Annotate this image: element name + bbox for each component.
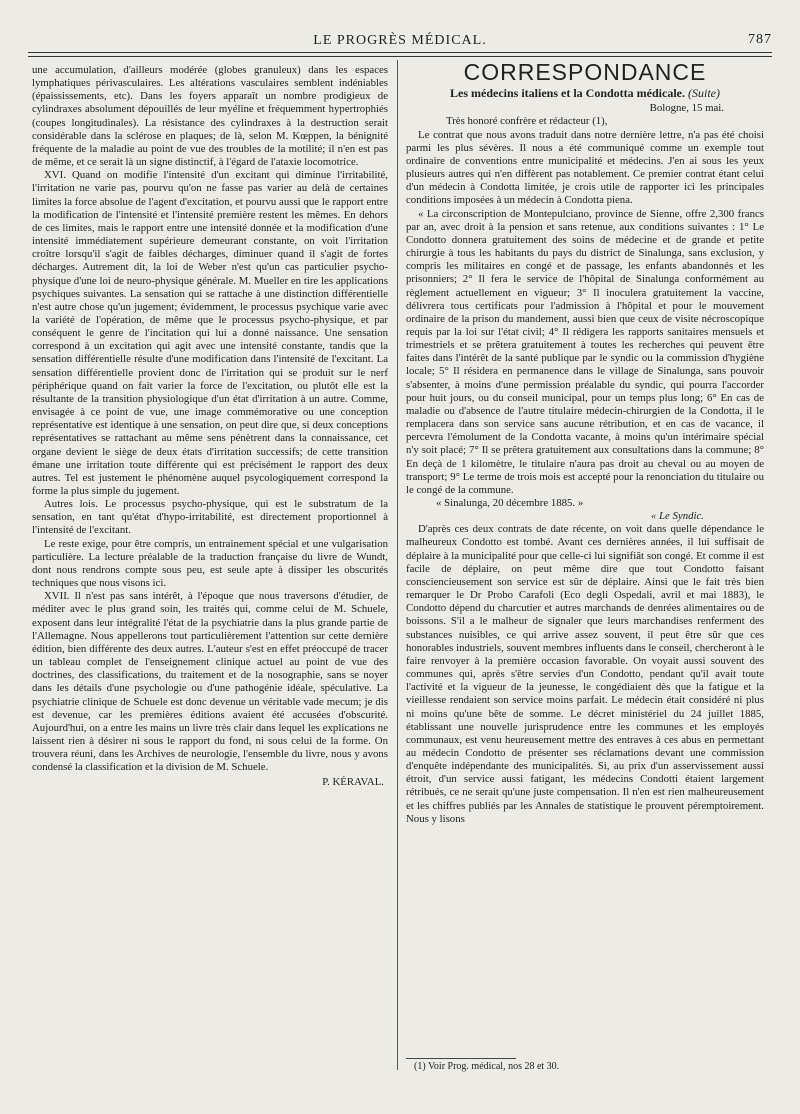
- paragraph: Autres lois. Le processus psycho-physique, qui est le substratum de la sensation, en tant qu'état d'hypo-irritabilité, est directement proportionnel à l'intensité de l'excitant.: [32, 498, 388, 537]
- left-column: [32, 64, 388, 790]
- running-header: [28, 30, 772, 52]
- article-subtitle: [406, 87, 764, 100]
- running-title: LE PROGRÈS MÉDICAL.: [313, 33, 487, 48]
- subtitle-suite: (Suite): [687, 86, 720, 101]
- header-rule: [28, 52, 772, 53]
- column-divider: [397, 60, 398, 1070]
- paragraph: D'après ces deux contrats de date récente, on voit dans quelle dépendance le malheureux Condotto est tombé. Avant ces dernières années, il lui suffisait de déplaire à la municipalité pour que celle-ci lui signifiât son congé. Et comme il est facile de déplaire, on peut même dire que tout Condotto faisant consciencieusement son service est sûr de déplaire. Ainsi que le fait très bien remarquer le Dr Probo Carafoli (Eco degli Ospedali, avril et mai 1883), le Condotto dépend du charcutier et autres marchands de denrées alimentaires ou de boissons. S'il a le malheur de signaler que leurs marchandises renferment des substances nuisibles, ce qui arrive assez souvent, il peut être sûr que ces honorables industriels, souvent membres influents dans le conseil, chercheront à le faire renvoyer à la première occasion favorable. On voyait aussi souvent des communes qui, après s'être servies d'un Condotto, pendant qu'il avait toute l'activité et la vigueur de la jeunesse, le congédiaient dès que la fatigue et la vieillesse rendaient son service moins parfait. Le médecin était considéré ni plus ni moins qu'une bête de somme. Le décret ministériel du 24 juillet 1885, établissant une nouvelle jurisprudence entre les communes et les employés communaux, est venu heureusement mettre des entraves à ces abus en permettant au médecin Condotto de présenter ses réclamations devant une commission d'enquête indépendante des municipalités. Si, au prix d'un asservissement aussi étroit, d'un service aussi fatigant, les médecins Condotti étaient largement rétribués, ce ne serait qu'une juste compensation. Il n'en est rien malheureusement et les chiffres publiés par les Annales de statistique le prouvent péremptoirement. Nous y lisons: [406, 523, 764, 825]
- header-rule-double: [28, 56, 772, 57]
- footnote: (1) Voir Prog. médical, nos 28 et 30.: [414, 1061, 560, 1072]
- paragraph: une accumulation, d'ailleurs modérée (globes granuleux) dans les espaces lymphatiques périvasculaires. Les altérations vasculaires semblent indéniables (épaississements, etc). Dans les foyers apparaît un nombre prodigieux de cylindraxes absolument dépouillés de leur myéline et fréquemment hypertrophiés (coupes longitudinales). La résistance des cylindraxes à la destruction serait considérable dans la sclérose en plaques; de là, selon M. Kœppen, la bénignité fréquente de la maladie au point de vue des troubles de la motilité; il n'en est pas de même, et ce serait là un signe distinctif, à l'égard de l'ataxie locomotrice.: [32, 64, 388, 169]
- footnote-rule: [406, 1058, 516, 1059]
- salutation: Très honoré confrère et rédacteur (1),: [446, 115, 608, 128]
- subtitle-text: Les médecins italiens et la Condotta médicale.: [450, 86, 685, 101]
- paragraph: Le reste exige, pour être compris, un entrainement spécial et une vulgarisation particulière. La lecture préalable de la traduction française du livre de Wundt, dont nous rendrons compte sous peu, est seule apte à dissiper les obscurités techniques que nous visons ici.: [32, 537, 388, 590]
- section-title: CORRESPONDANCE: [463, 59, 707, 85]
- paragraph: XVI. Quand on modifie l'intensité d'un excitant qui diminue l'irritabilité, l'irritation ne varie pas, pourvu qu'on ne fasse pas varier au delà de certaines limites la force absolue de l'agent d'excitation, et pourvu aussi que le rapport entre la modification de l'intensité et l'intensité première restent les mêmes. En dehors de ces limites, mais le rapport entre une intensité donnée et la modification d'une intensité immédiatement supérieure demeurant constante, on voit l'irritation croître lorsqu'il s'agit de faibles décharges, diminuer quand il s'agit de fortes décharges. Autrement dit, la loi de Weber n'est qu'un cas particulier psycho-physique d'une loi de neuro-physique générale. M. Mueller en tire les applications psychiques suivantes. La sensation qui se rattache à une distinction différentielle n'est autre chose qu'un jugement; évidemment, le processus psychique varie avec la variété de l'opération, de même que le processus psycho-physique, et par conséquent le genre de l'incitation qui lui a donné naissance. Une sensation correspond à un excitation qui agit avec une intensité constante, tandis que la sensation différentielle résulte d'une modification dans l'intensité de l'excitant. La sensation différentielle provient donc de l'irritation qui se produit sur le nerf périphérique quand on fait varier la force de l'excitation, ou plutôt elle est la résultante de la transition physiologique d'un état d'irritation à un autre. Comme, envisagée à ce point de vue, une image commémorative ou une conception représentative est identique à une sensation, on peut dire que, si deux conceptions représentatives se rattachant au même sens pénètrent dans la connaissance, cet organe devient le siège de deux états d'irritation successifs; de cette transition émane une irritation toute différente qui est précisément le rapport des deux autres. Tel est justement le phénomène auquel psycologiquement correspond la forme la plus simple du jugement.: [32, 169, 388, 497]
- letter-date: Bologne, 15 mai.: [649, 102, 724, 115]
- page-number: 787: [748, 32, 772, 47]
- paragraph: Le contrat que nous avons traduit dans notre dernière lettre, n'a pas été choisi parmi les plus sévères. Il nous a été communiqué comme un exemple tout ordinaire de conventions entre municipalité et médecins. J'en ai sous les yeux plusieurs autres qui n'en diffèrent pas notablement. Ce premier contrat étant celui d'un médecin à Condotta limitée, je crois utile de rapporter ici les principales conditions imposées à un médecin à Condotta piena.: [406, 128, 764, 207]
- contract-dateline: « Sinalunga, 20 décembre 1885. »: [436, 497, 584, 509]
- paragraph: XVII. Il n'est pas sans intérêt, à l'époque que nous traversons d'étudier, de méditer avec le plus grand soin, les traités qui, comme celui de M. Schuele, exposent dans leur intégralité l'état de la psychiatrie dans la plus grande partie de l'Allemagne. Nous appellerons tout particulièrement l'attention sur cette dernière édition, bien différente des deux autres. L'auteur s'est en effet préoccupé de tracer un tableau complet de l'enseignement clinique actuel au point de vue des doctrines, des classifications, du traitement et de la nosographie, sans se noyer dans les détails d'une psychologie ou d'une pathogénie idéale, spéculative. La psychiatrie clinique de Schuele est donc devenue un véritable vade mecum; je dis est devenue, car les premières éditions avaient été accusées d'obscurité. Aujourd'hui, on a entre les mains un livre très clair dans lequel les explications ne laissent rien à désirer ni sous le rapport du fond, ni sous celui de la forme. On trouvera réuni, dans les Archives de neurologie, l'ensemble du livre, nous y avons condensé la classification et la division de M. Schuele.: [32, 590, 388, 774]
- right-column: [406, 59, 764, 826]
- syndic-signature: « Le Syndic.: [650, 510, 704, 523]
- author-signature: P. KÉRAVAL.: [322, 776, 384, 789]
- paragraph: « La circonscription de Montepulciano, province de Sienne, offre 2,300 francs par an, avec droit à la pension et sans retenue, aux conditions suivantes : 1° Le Condotto donnera gratuitement des soins de médecine et de grande et petite chirurgie à tous les habitants du pays du district de Sinalunga, sans exclusion, y compris les militaires en congé et de passage, les enfants abandonnés et les prisonniers; 2° Il fera le service de l'hôpital de Sinalunga conformément au règlement actuellement en vigueur; 3° Il inoculera gratuitement la vaccine, délivrera tous certificats pour l'admission à l'hôpital et pour le mouvement ordinaire de la prison du mandement, aussi bien que ceux de visite nécroscopique requis par la loi sur l'état civil; 4° Il rédigera les rapports sanitaires mensuels et trimestriels et se prêtera gratuitement à toutes les recherches qui peuvent être faites dans l'intérêt de la santé publique par le syndic ou la commission d'hygiène locale; 5° Il résidera en permanence dans le village de Sinalunga, sans pouvoir s'absenter, à moins d'une permission préalable du syndic, qui pourra l'accorder pour huit jours, ou du conseil municipal, pour un temps plus long; 6° En cas de maladie ou d'absence de l'autre titulaire médecin-chirurgien de la Condotta, il le remplacera dans son service sans aucune rétribution, et en cas de vacance, il percevra l'émolument de la Condotta vacante, à moins qu'un intérimaire spécial n'y soit placé; 7° Il se prêtera gratuitement aux consultations dans la commune; 8° En deçà de 1 kilomètre, le titulaire n'aura pas droit au cheval ou au moyen de transport; 9° Le terme de trois mois est accepté pour la renonciation du titulaire ou le congé de la commune.: [406, 207, 764, 496]
